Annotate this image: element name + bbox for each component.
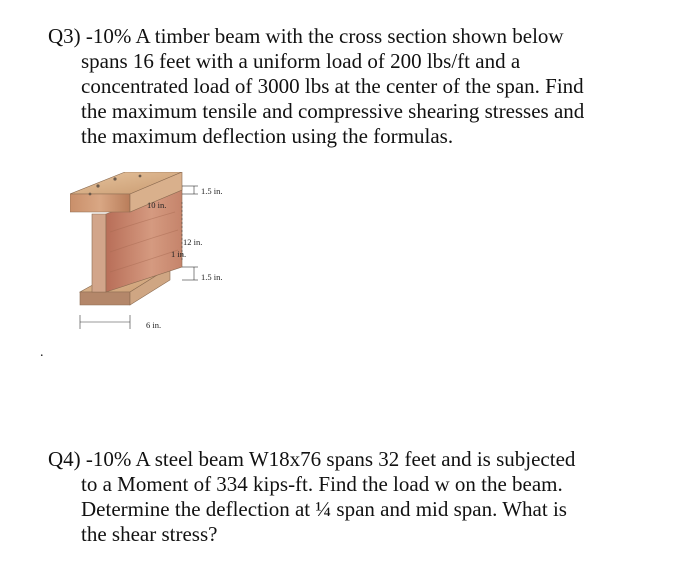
- question-3-line: spans 16 feet with a uniform load of 200 lbs/ft and a: [81, 49, 521, 73]
- question-3-line: the maximum deflection using the formulas.: [81, 124, 454, 148]
- question-4-line: to a Moment of 334 kips-ft. Find the load w on the beam.: [81, 472, 563, 496]
- question-3-line: Q3) -10% A timber beam with the cross section shown below: [48, 24, 564, 48]
- timber-beam-drawing: [70, 172, 270, 352]
- question-3-line: concentrated load of 3000 lbs at the center of the span. Find: [81, 74, 584, 98]
- web-front: [92, 214, 106, 292]
- question-3: [48, 24, 688, 149]
- timber-beam-cross-section-figure: [70, 172, 270, 352]
- dim-flange-width: 10 in.: [147, 200, 167, 210]
- dim-web-thickness: 1 in.: [171, 249, 187, 259]
- stray-dot: .: [40, 345, 44, 360]
- dim-top-flange-thickness: 1.5 in.: [201, 186, 223, 196]
- bottom-flange-front: [80, 292, 130, 305]
- top-flange-front: [70, 194, 130, 212]
- dim-bottom-flange-width: 6 in.: [146, 320, 162, 330]
- question-3-line: the maximum tensile and compressive shearing stresses and: [81, 99, 585, 123]
- dim-bottom-flange-thickness: 1.5 in.: [201, 272, 223, 282]
- question-4-line: Determine the deflection at ¼ span and mid span. What is: [81, 497, 567, 521]
- question-4-line: the shear stress?: [81, 522, 218, 546]
- dim-web-height: 12 in.: [183, 237, 203, 247]
- question-4: [48, 447, 688, 547]
- question-4-line: Q4) -10% A steel beam W18x76 spans 32 feet and is subjected: [48, 447, 576, 471]
